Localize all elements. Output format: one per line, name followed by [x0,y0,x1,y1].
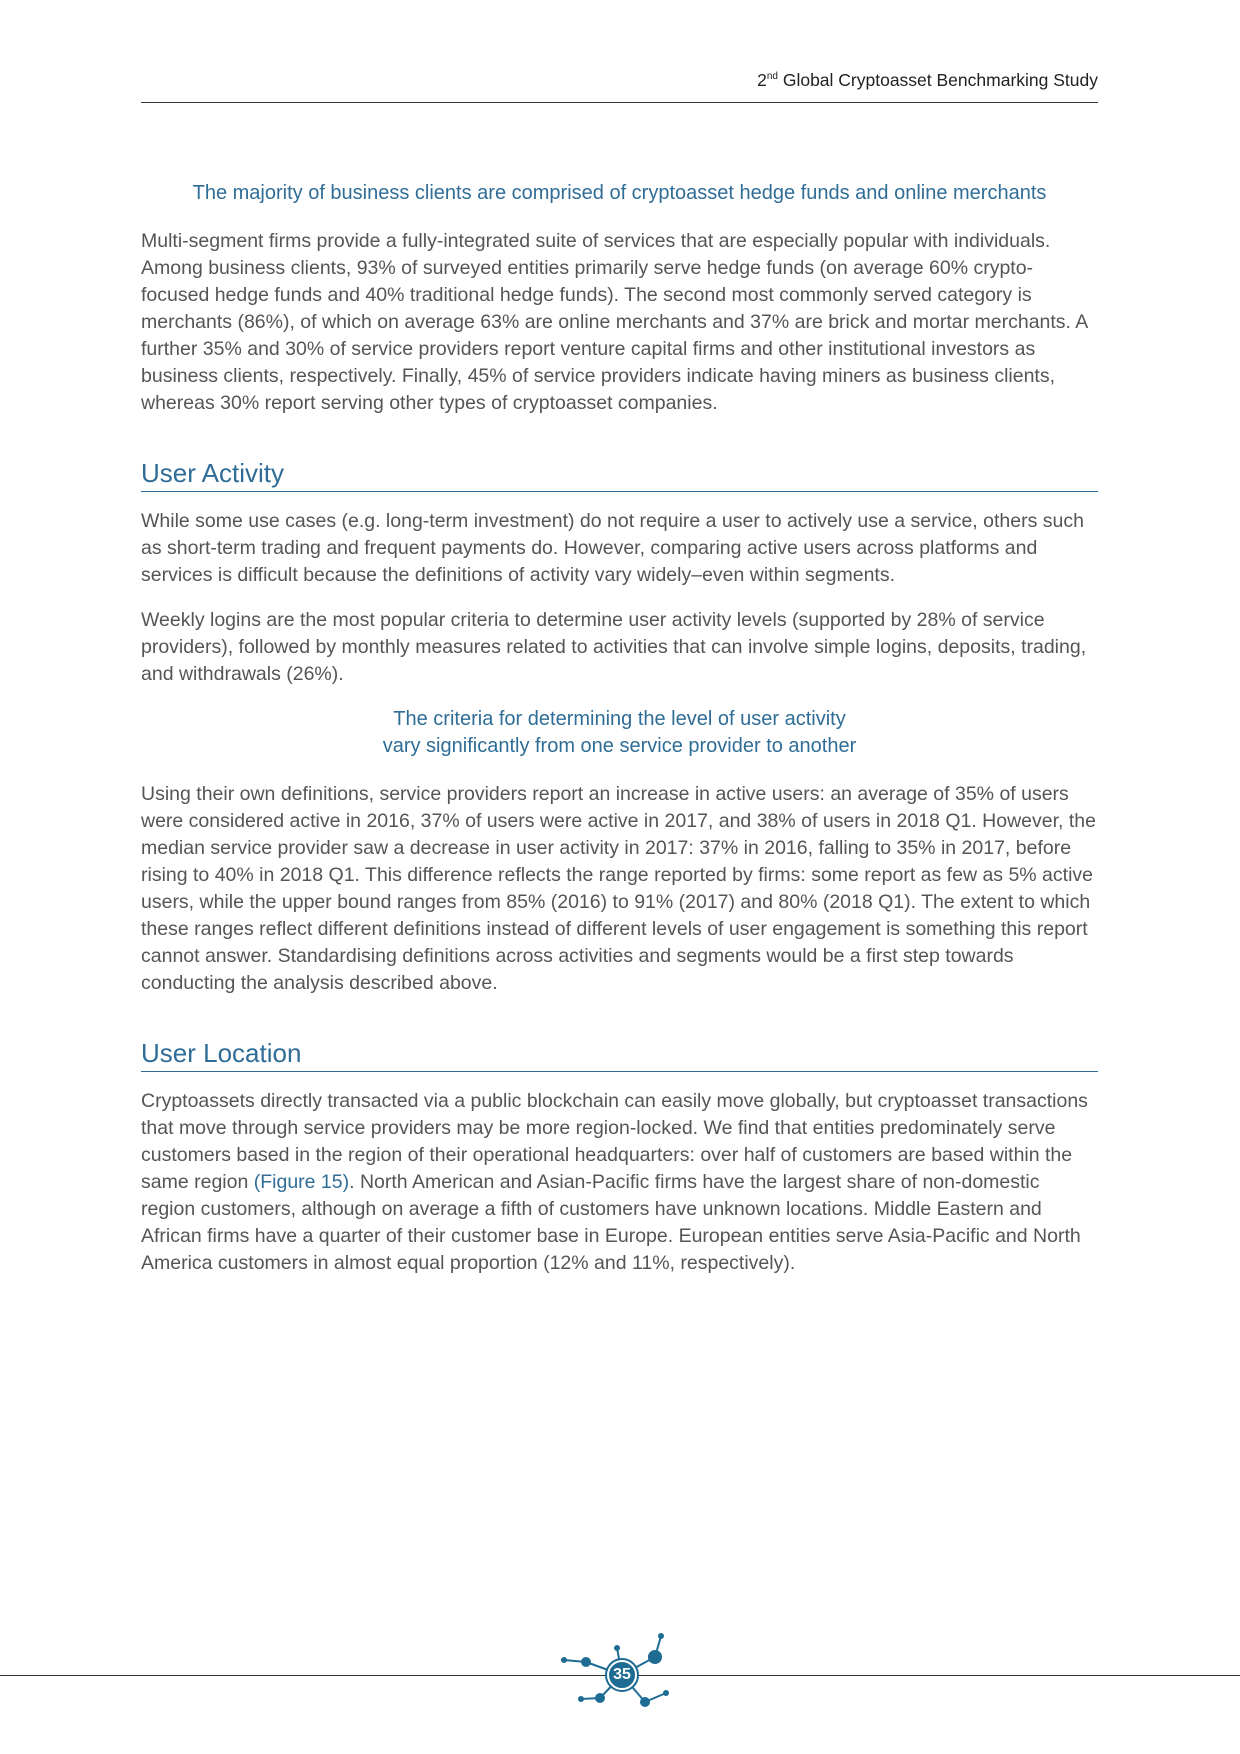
paragraph-business-clients: Multi-segment firms provide a fully-integrated suite of services that are especially popular with individuals. Among business clients, 93% of surveyed entities primarily serve hedge funds (on average 60% crypto-focused hedge funds and 40% traditional hedge funds). The second most commonly served category is merchants (86%), of which on average 63% are online merchants and 37% are brick and mortar merchants. A further 35% and 30% of service providers report venture capital firms and other institutional investors as business clients, respectively. Finally, 45% of service providers indicate having miners as business clients, whereas 30% report serving other types of cryptoasset companies. [141,230,1088,414]
page-header [141,66,1098,103]
header-ordinal-suffix: nd [766,71,778,82]
paragraph-user-activity-2: Weekly logins are the most popular criteria to determine user activity levels (supported by 28% of service providers), followed by monthly measures related to activities that can involve simple logins, deposits, trading, and withdrawals (26%). [141,609,1087,685]
paragraph-user-activity-3: Using their own definitions, service providers report an increase in active users: an average of 35% of users were considered active in 2016, 37% of users were active in 2017, and 38% of users in 2018 Q1. However, the median service provider saw a decrease in user activity in 2017: 37% in 2016, falling to 35% in 2017, before rising to 40% in 2018 Q1. This difference reflects the range reported by firms: some report as few as 5% active users, while the upper bound ranges from 85% (2016) to 91% (2017) and 80% (2018 Q1). The extent to which these ranges reflect different definitions instead of different levels of user engagement is something this report cannot answer. Standardising definitions across activities and segments would be a first step towards conducting the analysis described above. [141,783,1096,994]
main-content [141,180,1098,1295]
header-ordinal: 2 [757,70,767,90]
highlight-business-clients: The majority of business clients are comprised of cryptoasset hedge funds and online merchants [192,182,1047,204]
highlight-user-activity-line2: vary significantly from one service provider to another [382,735,857,757]
highlight-user-activity [141,706,1098,760]
figure-15-link[interactable]: (Figure 15) [253,1171,350,1193]
highlight-user-activity-line1: The criteria for determining the level of user activity [393,708,846,730]
paragraph-user-location [141,1088,1098,1277]
page-number: 35 [613,1666,631,1683]
heading-user-location: User Location [141,1037,1098,1072]
paragraph-user-location-end: . North American and Asian-Pacific firms have the largest share of non-domestic region customers, although on average a fifth of customers have unknown locations. Middle Eastern and African firms have a quarter of their customer base in Europe. European entities serve Asia-Pacific and North America customers in almost equal proportion (12% and 11%, respectively). [141,1171,1081,1274]
heading-user-activity: User Activity [141,457,1098,492]
header-title-text: Global Cryptoasset Benchmarking Study [777,70,1098,90]
paragraph-user-location-start: Cryptoassets directly transacted via a public blockchain can easily move globally, but cryptoasset transactions that move through service providers may be more region-locked. We find that entities predominately serve customers based in the region of their operational headquarters: over half of customers are based within the same region [141,1090,1088,1193]
paragraph-user-activity-1: While some use cases (e.g. long-term investment) do not require a user to actively use a service, others such as short-term trading and frequent payments do. However, comparing active users across platforms and services is difficult because the definitions of activity vary widely–even within segments. [141,510,1084,586]
header-title [757,70,1098,91]
